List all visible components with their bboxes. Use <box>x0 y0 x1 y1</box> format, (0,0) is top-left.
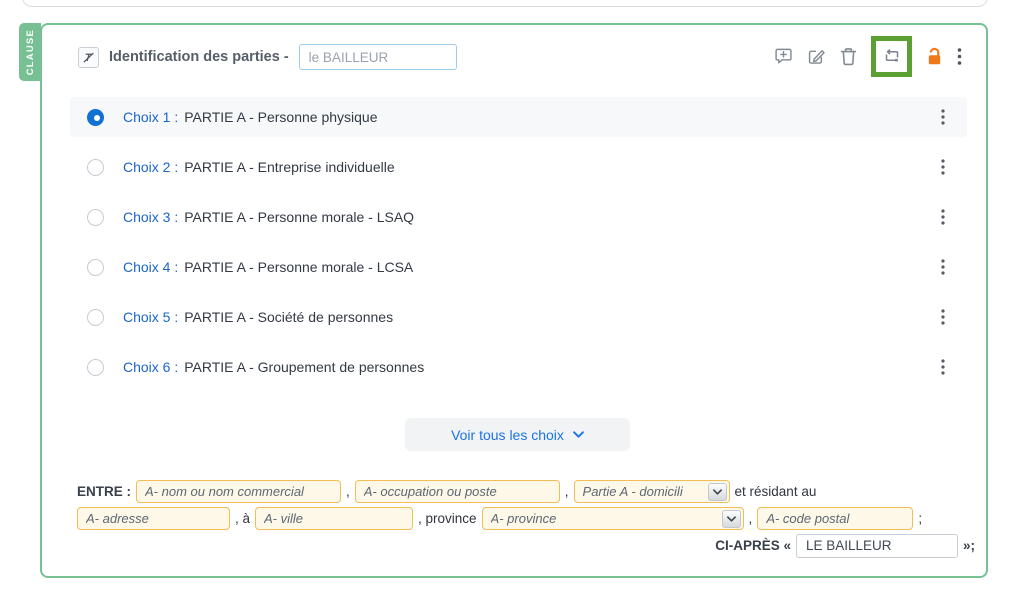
province-text: , province <box>418 511 477 526</box>
repeat-highlight-box <box>871 36 912 77</box>
choice-label: Choix 4 : <box>123 259 179 275</box>
choice-label: Choix 5 : <box>123 309 179 325</box>
separator: ; <box>918 511 923 526</box>
radio-checked-icon[interactable] <box>87 109 104 126</box>
row-kebab-menu-icon[interactable] <box>939 157 947 177</box>
previous-card-edge <box>22 0 988 7</box>
separator: , à <box>235 511 251 526</box>
choice-label: Choix 1 : <box>123 109 179 125</box>
clause-name-input[interactable] <box>299 44 457 70</box>
row-kebab-menu-icon[interactable] <box>939 207 947 227</box>
choice-text: PARTIE A - Groupement de personnes <box>184 359 425 375</box>
code-postal-field[interactable] <box>757 507 913 530</box>
choice-text: PARTIE A - Entreprise individuelle <box>184 159 395 175</box>
chevron-down-icon <box>708 483 727 501</box>
choice-row-4[interactable] <box>70 247 967 287</box>
choices-list <box>42 97 990 397</box>
choice-text: PARTIE A - Société de personnes <box>184 309 394 325</box>
unlock-icon[interactable] <box>926 47 943 66</box>
form-line-3 <box>77 532 975 559</box>
nom-field[interactable] <box>136 480 341 503</box>
repeat-icon[interactable] <box>883 48 901 64</box>
choice-label: Choix 3 : <box>123 209 179 225</box>
choice-label: Choix 6 : <box>123 359 179 375</box>
clause-tab-label: CLAUSE <box>24 28 36 76</box>
choice-text: PARTIE A - Personne morale - LCSA <box>184 259 414 275</box>
chevron-down-icon <box>573 431 584 438</box>
clause-toolbar <box>774 33 962 79</box>
row-kebab-menu-icon[interactable] <box>939 357 947 377</box>
alias-field[interactable] <box>796 534 958 558</box>
edit-icon[interactable] <box>807 47 826 66</box>
radio-icon[interactable] <box>87 159 104 176</box>
chevron-down-icon <box>722 510 741 528</box>
radio-icon[interactable] <box>87 309 104 326</box>
choice-row-3[interactable] <box>70 197 967 237</box>
clear-formatting-icon <box>78 47 99 68</box>
province-select-value: A- province <box>490 511 557 526</box>
entre-label: ENTRE : <box>77 484 131 499</box>
choice-row-1[interactable] <box>70 97 967 137</box>
party-form <box>77 478 975 559</box>
clause-title: Identification des parties - <box>109 49 289 65</box>
ci-apres-label: CI-APRÈS « <box>715 538 791 553</box>
separator: , <box>346 484 350 499</box>
choice-label: Choix 2 : <box>123 159 179 175</box>
clause-card <box>40 23 988 578</box>
domicile-select-value: Partie A - domicili <box>582 484 683 499</box>
radio-icon[interactable] <box>87 209 104 226</box>
form-line-2 <box>77 505 975 532</box>
choice-row-5[interactable] <box>70 297 967 337</box>
row-kebab-menu-icon[interactable] <box>939 107 947 127</box>
separator: , <box>748 511 753 526</box>
ville-field[interactable] <box>255 507 413 530</box>
clause-header <box>78 43 457 71</box>
closing-quote-label: »; <box>962 538 975 553</box>
comment-add-icon[interactable] <box>774 47 793 66</box>
domicile-select[interactable] <box>574 480 730 503</box>
residant-text: et résidant au <box>734 484 817 499</box>
choice-row-6[interactable] <box>70 347 967 387</box>
adresse-field[interactable] <box>77 507 230 530</box>
show-all-choices-button[interactable] <box>405 418 630 451</box>
row-kebab-menu-icon[interactable] <box>939 257 947 277</box>
occupation-field[interactable] <box>355 480 560 503</box>
separator: , <box>564 484 569 499</box>
kebab-menu-icon[interactable] <box>957 47 962 66</box>
show-all-label: Voir tous les choix <box>451 426 564 443</box>
choice-text: PARTIE A - Personne morale - LSAQ <box>184 209 415 225</box>
choice-text: PARTIE A - Personne physique <box>184 109 378 125</box>
radio-icon[interactable] <box>87 259 104 276</box>
form-line-1 <box>77 478 975 505</box>
clause-side-tab <box>19 23 41 81</box>
choice-row-2[interactable] <box>70 147 967 187</box>
radio-icon[interactable] <box>87 359 104 376</box>
trash-icon[interactable] <box>840 47 857 66</box>
province-select[interactable] <box>482 507 744 530</box>
row-kebab-menu-icon[interactable] <box>939 307 947 327</box>
